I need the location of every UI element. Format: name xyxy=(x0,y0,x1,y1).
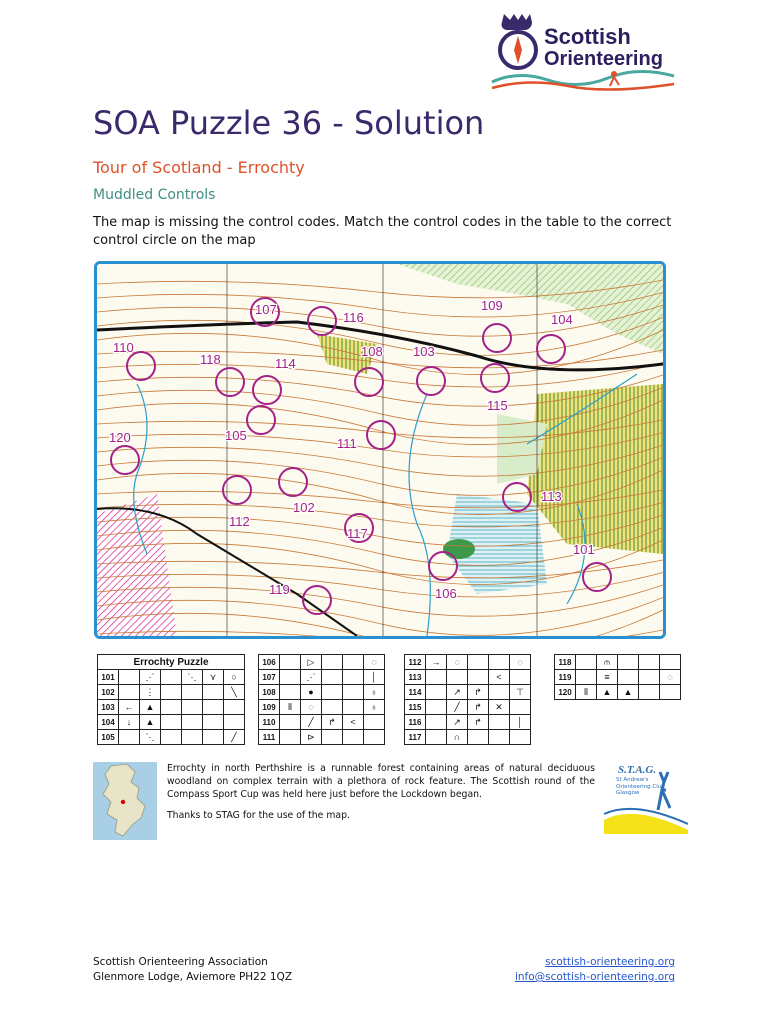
table-row xyxy=(259,730,385,745)
symbol-cell: ♁ xyxy=(364,685,385,700)
table-row xyxy=(259,670,385,685)
stag-name: S.T.A.G. xyxy=(618,764,657,776)
symbol-cell: ↱ xyxy=(468,700,489,715)
scottish-orienteering-logo xyxy=(488,14,678,94)
control-code: 115 xyxy=(405,700,426,715)
control-table-4 xyxy=(554,654,681,700)
symbol-cell xyxy=(182,715,203,730)
symbol-cell xyxy=(447,670,468,685)
symbol-cell xyxy=(280,715,301,730)
symbol-cell xyxy=(639,685,660,700)
symbol-cell xyxy=(576,670,597,685)
control-code-label: 107 xyxy=(255,302,277,317)
symbol-cell xyxy=(660,685,681,700)
symbol-cell: ╱ xyxy=(301,715,322,730)
control-code: 120 xyxy=(555,685,576,700)
control-code-label: 110 xyxy=(113,340,134,355)
table-title: Errochty Puzzle xyxy=(98,655,245,670)
scotland-map-icon xyxy=(93,762,157,840)
symbol-cell: ⋱ xyxy=(182,670,203,685)
control-code-label: 120 xyxy=(109,430,131,445)
control-code-label: 109 xyxy=(481,298,503,313)
control-code-label: 113 xyxy=(541,489,562,504)
symbol-cell: ⋮ xyxy=(140,685,161,700)
symbol-cell: ◌ xyxy=(660,670,681,685)
symbol-cell: < xyxy=(343,715,364,730)
table-row xyxy=(405,670,531,685)
symbol-cell: ▲ xyxy=(140,700,161,715)
symbol-cell xyxy=(364,730,385,745)
symbol-cell: ○ xyxy=(224,670,245,685)
symbol-cell xyxy=(322,700,343,715)
symbol-cell: < xyxy=(489,670,510,685)
control-code-label: 111 xyxy=(337,436,357,451)
control-code-label: 115 xyxy=(487,398,508,413)
footer-links xyxy=(515,955,675,985)
control-code: 107 xyxy=(259,670,280,685)
venue-description: Errochty in north Perthshire is a runnable forest containing areas of natural deciduous woodland on complex terrain with a plethora of rock feature. The Scottish round of the Compass Sport Cup was held here just before the Lockdown began. xyxy=(167,763,595,800)
control-code: 114 xyxy=(405,685,426,700)
symbol-cell xyxy=(280,670,301,685)
table-row xyxy=(98,715,245,730)
symbol-cell: ▲ xyxy=(140,715,161,730)
symbol-cell xyxy=(182,730,203,745)
symbol-cell xyxy=(639,670,660,685)
control-code: 112 xyxy=(405,655,426,670)
symbol-cell xyxy=(343,700,364,715)
control-code: 117 xyxy=(405,730,426,745)
symbol-cell xyxy=(510,670,531,685)
symbol-cell: ↱ xyxy=(322,715,343,730)
control-code-label: 114 xyxy=(275,356,296,371)
symbol-cell: ⊳ xyxy=(301,730,322,745)
footer-address-block xyxy=(93,955,292,985)
symbol-cell: ≡ xyxy=(597,670,618,685)
table-row xyxy=(405,700,531,715)
table-row xyxy=(555,655,681,670)
symbol-cell: ◌ xyxy=(447,655,468,670)
table-row xyxy=(259,700,385,715)
symbol-cell xyxy=(343,655,364,670)
footer-address: Glenmore Lodge, Aviemore PH22 1QZ xyxy=(93,971,293,983)
control-code: 111 xyxy=(259,730,280,745)
symbol-cell xyxy=(343,685,364,700)
control-code: 118 xyxy=(555,655,576,670)
stag-club-logo xyxy=(604,760,688,834)
symbol-cell xyxy=(161,670,182,685)
symbol-cell xyxy=(426,715,447,730)
symbol-cell: ╱ xyxy=(224,730,245,745)
symbol-cell: ⋎ xyxy=(203,670,224,685)
control-code: 106 xyxy=(259,655,280,670)
control-code: 105 xyxy=(98,730,119,745)
control-code: 103 xyxy=(98,700,119,715)
control-code-label: 106 xyxy=(435,586,457,601)
symbol-cell: ◌ xyxy=(301,700,322,715)
symbol-cell: ⫴ xyxy=(280,700,301,715)
table-row xyxy=(405,715,531,730)
control-code-label: 101 xyxy=(573,542,595,557)
symbol-cell xyxy=(468,670,489,685)
symbol-cell: ╱ xyxy=(447,700,468,715)
scotland-inset-map xyxy=(93,762,157,840)
control-code: 113 xyxy=(405,670,426,685)
footer-org: Scottish Orienteering Association xyxy=(93,956,268,968)
table-row xyxy=(259,685,385,700)
symbol-cell xyxy=(119,670,140,685)
symbol-cell xyxy=(510,700,531,715)
symbol-cell xyxy=(618,670,639,685)
symbol-cell: ♁ xyxy=(364,700,385,715)
control-code: 104 xyxy=(98,715,119,730)
table-row xyxy=(405,685,531,700)
symbol-cell xyxy=(280,685,301,700)
logo-line-1: Scottish xyxy=(544,24,631,49)
table-row xyxy=(555,670,681,685)
intro-text: The map is missing the control codes. Match the control codes in the table to the correct control circle on the map xyxy=(93,215,672,248)
symbol-cell xyxy=(119,685,140,700)
symbol-cell xyxy=(203,685,224,700)
symbol-cell xyxy=(489,715,510,730)
symbol-cell xyxy=(489,655,510,670)
symbol-cell xyxy=(224,715,245,730)
symbol-cell xyxy=(426,730,447,745)
control-code-label: 118 xyxy=(200,352,221,367)
symbol-cell xyxy=(203,715,224,730)
control-code: 108 xyxy=(259,685,280,700)
page-title: SOA Puzzle 36 - Solution xyxy=(93,104,485,142)
control-code-label: 105 xyxy=(225,428,247,443)
symbol-cell xyxy=(322,685,343,700)
symbol-cell xyxy=(639,655,660,670)
symbol-cell xyxy=(280,730,301,745)
symbol-cell: ⋱ xyxy=(140,730,161,745)
symbol-cell xyxy=(182,700,203,715)
orienteering-map xyxy=(94,261,666,639)
control-code-label: 104 xyxy=(551,312,573,327)
control-code-label: 117 xyxy=(347,526,368,541)
symbol-cell xyxy=(161,700,182,715)
symbol-cell: ▷ xyxy=(301,655,322,670)
symbol-cell xyxy=(426,700,447,715)
symbol-cell: ⫙ xyxy=(597,655,618,670)
symbol-cell: → xyxy=(426,655,447,670)
control-code-label: 112 xyxy=(229,514,250,529)
symbol-cell: ↱ xyxy=(468,715,489,730)
symbol-cell: ∩ xyxy=(447,730,468,745)
control-code-label: 116 xyxy=(343,310,364,325)
symbol-cell xyxy=(280,655,301,670)
section-heading: Muddled Controls xyxy=(93,187,216,203)
symbol-cell xyxy=(343,730,364,745)
control-code: 109 xyxy=(259,700,280,715)
control-table-1 xyxy=(97,654,245,745)
symbol-cell xyxy=(322,670,343,685)
symbol-cell xyxy=(468,730,489,745)
control-code-label: 108 xyxy=(361,344,383,359)
symbol-cell xyxy=(182,685,203,700)
table-row xyxy=(98,730,245,745)
website-link[interactable]: scottish-orienteering.org xyxy=(545,956,675,968)
symbol-cell xyxy=(203,700,224,715)
symbol-cell xyxy=(119,730,140,745)
table-row xyxy=(405,655,531,670)
control-table-2 xyxy=(258,654,385,745)
table-row xyxy=(98,700,245,715)
symbol-cell xyxy=(161,715,182,730)
symbol-cell: │ xyxy=(510,715,531,730)
control-code: 101 xyxy=(98,670,119,685)
symbol-cell xyxy=(489,685,510,700)
symbol-cell: ✕ xyxy=(489,700,510,715)
symbol-cell: ◌ xyxy=(510,655,531,670)
symbol-cell xyxy=(343,670,364,685)
symbol-cell: ↱ xyxy=(468,685,489,700)
map-canvas xyxy=(97,264,663,636)
table-row xyxy=(405,730,531,745)
control-code: 110 xyxy=(259,715,280,730)
symbol-cell xyxy=(426,685,447,700)
symbol-cell: ↗ xyxy=(447,685,468,700)
table-row xyxy=(555,685,681,700)
symbol-cell xyxy=(618,655,639,670)
control-code: 102 xyxy=(98,685,119,700)
control-code: 119 xyxy=(555,670,576,685)
control-code-label: 102 xyxy=(293,500,315,515)
page-subtitle: Tour of Scotland - Errochty xyxy=(93,158,305,177)
table-row xyxy=(259,655,385,670)
symbol-cell xyxy=(468,655,489,670)
control-code-label: 119 xyxy=(269,582,290,597)
table-row xyxy=(98,670,245,685)
email-link[interactable]: info@scottish-orienteering.org xyxy=(514,971,675,983)
symbol-cell: │ xyxy=(364,670,385,685)
table-row xyxy=(259,715,385,730)
symbol-cell: ↓ xyxy=(119,715,140,730)
symbol-cell xyxy=(426,670,447,685)
symbol-cell: ⋰ xyxy=(301,670,322,685)
stag-full-name: St Andrew's Orienteering Club Glasgow xyxy=(616,777,665,796)
symbol-cell xyxy=(364,715,385,730)
symbol-cell: ● xyxy=(301,685,322,700)
control-code: 116 xyxy=(405,715,426,730)
symbol-cell: ⋰ xyxy=(140,670,161,685)
symbol-cell: ╲ xyxy=(224,685,245,700)
symbol-cell: ▲ xyxy=(618,685,639,700)
symbol-cell xyxy=(322,730,343,745)
symbol-cell xyxy=(489,730,510,745)
symbol-cell: ↗ xyxy=(447,715,468,730)
symbol-cell: ⫴ xyxy=(576,685,597,700)
logo-line-2: Orienteering xyxy=(544,48,663,70)
symbol-cell xyxy=(510,730,531,745)
symbol-cell xyxy=(224,700,245,715)
symbol-cell: ▲ xyxy=(597,685,618,700)
control-table-3 xyxy=(404,654,531,745)
symbol-cell xyxy=(322,655,343,670)
symbol-cell: ⊤ xyxy=(510,685,531,700)
control-code-label: 103 xyxy=(413,344,435,359)
symbol-cell xyxy=(161,730,182,745)
symbol-cell xyxy=(660,655,681,670)
symbol-cell: ← xyxy=(119,700,140,715)
symbol-cell: ◌ xyxy=(364,655,385,670)
symbol-cell xyxy=(203,730,224,745)
symbol-cell xyxy=(576,655,597,670)
symbol-cell xyxy=(161,685,182,700)
thanks-text: Thanks to STAG for the use of the map. xyxy=(167,810,350,821)
table-row xyxy=(98,685,245,700)
